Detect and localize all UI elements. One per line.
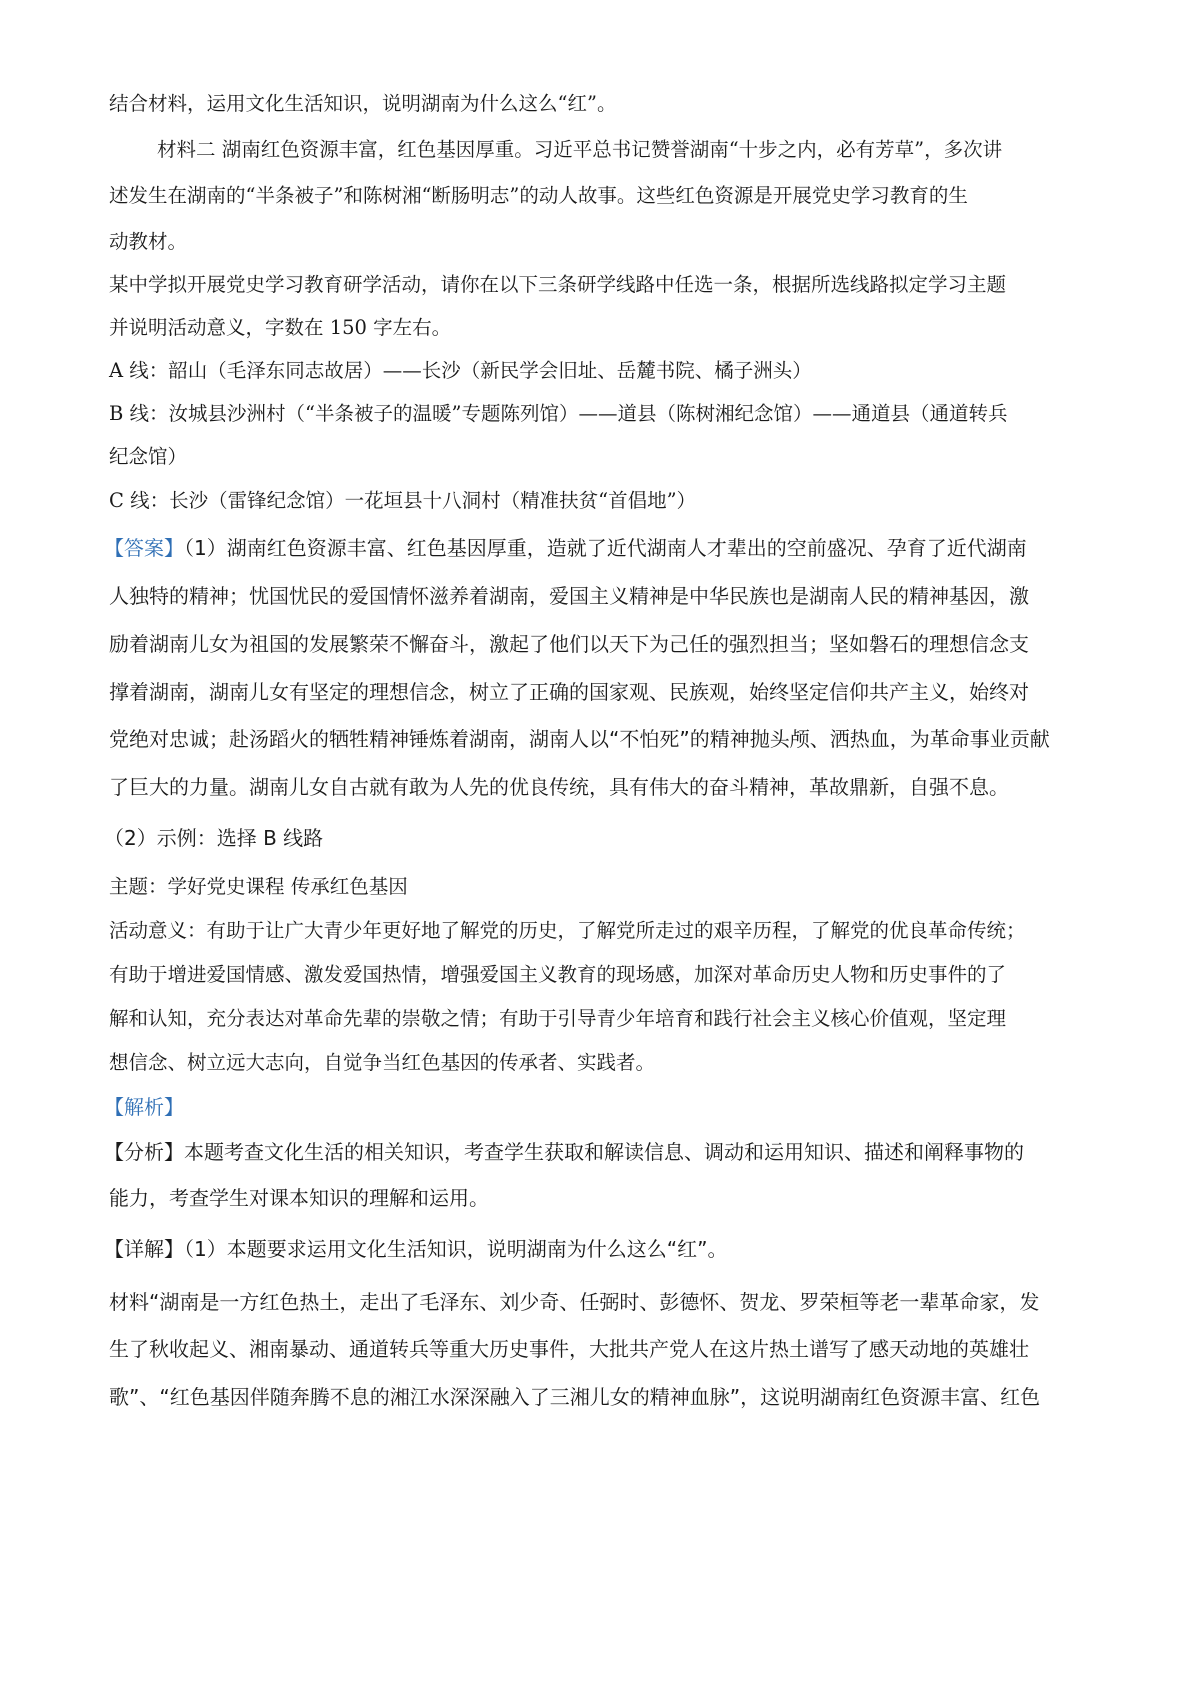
question-line: 结合材料，运用文化生活知识，说明湖南为什么这么“红”。 [109,92,617,115]
detail-line: 材料“湖南是一方红色热土，走出了毛泽东、刘少奇、任弼时、彭德怀、贺龙、罗荣桓等老一辈革命家，发 [109,1290,1040,1314]
route-c-line: C 线：长沙（雷锋纪念馆）一花垣县十八洞村（精准扶贫“首倡地”） [109,489,697,512]
answer-line: 党绝对忠诚；赴汤蹈火的牺牲精神锤炼着湖南，湖南人以“不怕死”的精神抛头颅、洒热血，为革命事业贡献 [109,727,1050,751]
route-a-line: A 线：韶山（毛泽东同志故居）——长沙（新民学会旧址、岳麓书院、橘子洲头） [109,359,812,382]
answer-line: 了巨大的力量。湖南儿女自古就有敢为人先的优良传统，具有伟大的奋斗精神，革故鼎新，自强不息。 [109,775,1009,799]
answer-label: 【答案】 [104,536,184,560]
analysis-label: 【解析】 [104,1095,184,1119]
task-line: 并说明活动意义，字数在 150 字左右。 [109,316,452,339]
answer-line: 撑着湖南，湖南儿女有坚定的理想信念，树立了正确的国家观、民族观，始终坚定信仰共产主义，始终对 [109,680,1029,704]
answer-line: 人独特的精神；忧国忧民的爱国情怀滋养着湖南，爱国主义精神是中华民族也是湖南人民的精神基因，激 [109,584,1029,608]
detail-line: 歌”、“红色基因伴随奔腾不息的湘江水深深融入了三湘儿女的精神血脉”，这说明湖南红色资源丰富、红色 [109,1385,1041,1409]
route-b-line: B 线：汝城县沙洲村（“半条被子的温暖”专题陈列馆）——道县（陈树湘纪念馆）——通道县（通道转兵 [109,402,1008,425]
answer-text: （1）湖南红色资源丰富、红色基因厚重，造就了近代湖南人才辈出的空前盛况、孕育了近代湖南 [184,536,1027,560]
material-two-line: 材料二 湖南红色资源丰富，红色基因厚重。习近平总书记赞誉湖南“十步之内，必有芳草”，多次讲 [157,138,1003,161]
analysis-line: 【分析】本题考查文化生活的相关知识，考查学生获取和解读信息、调动和运用知识、描述和阐释事物的 [104,1140,1024,1164]
significance-line: 有助于增进爱国情感、激发爱国热情，增强爱国主义教育的现场感，加深对革命历史人物和历史事件的了 [109,963,1007,986]
significance-line: 解和认知，充分表达对革命先辈的崇敬之情；有助于引导青少年培育和践行社会主义核心价值观，坚定理 [109,1007,1007,1030]
route-b-line: 纪念馆） [109,445,188,468]
detail-line: 【详解】（1）本题要求运用文化生活知识，说明湖南为什么这么“红”。 [104,1237,728,1261]
answer-line: 励着湖南儿女为祖国的发展繁荣不懈奋斗，激起了他们以天下为己任的强烈担当；坚如磐石的理想信念支 [109,632,1029,656]
material-two-line: 述发生在湖南的“半条被子”和陈树湘“断肠明志”的动人故事。这些红色资源是开展党史学习教育的生 [109,184,968,207]
material-two-line: 动教材。 [109,230,188,253]
task-line: 某中学拟开展党史学习教育研学活动，请你在以下三条研学线路中任选一条，根据所选线路拟定学习主题 [109,273,1007,296]
significance-line: 想信念、树立远大志向，自觉争当红色基因的传承者、实践者。 [109,1051,656,1074]
detail-line: 生了秋收起义、湘南暴动、通道转兵等重大历史事件，大批共产党人在这片热土谱写了感天动地的英雄壮 [109,1337,1029,1361]
theme-line: 主题：学好党史课程 传承红色基因 [109,875,408,898]
answer-part-two-line: （2）示例：选择 B 线路 [104,826,324,850]
answer-first-line [104,536,1094,560]
significance-line: 活动意义：有助于让广大青少年更好地了解党的历史，了解党所走过的艰辛历程，了解党的优良革命传统； [109,919,1026,942]
analysis-line: 能力，考查学生对课本知识的理解和运用。 [109,1186,489,1210]
